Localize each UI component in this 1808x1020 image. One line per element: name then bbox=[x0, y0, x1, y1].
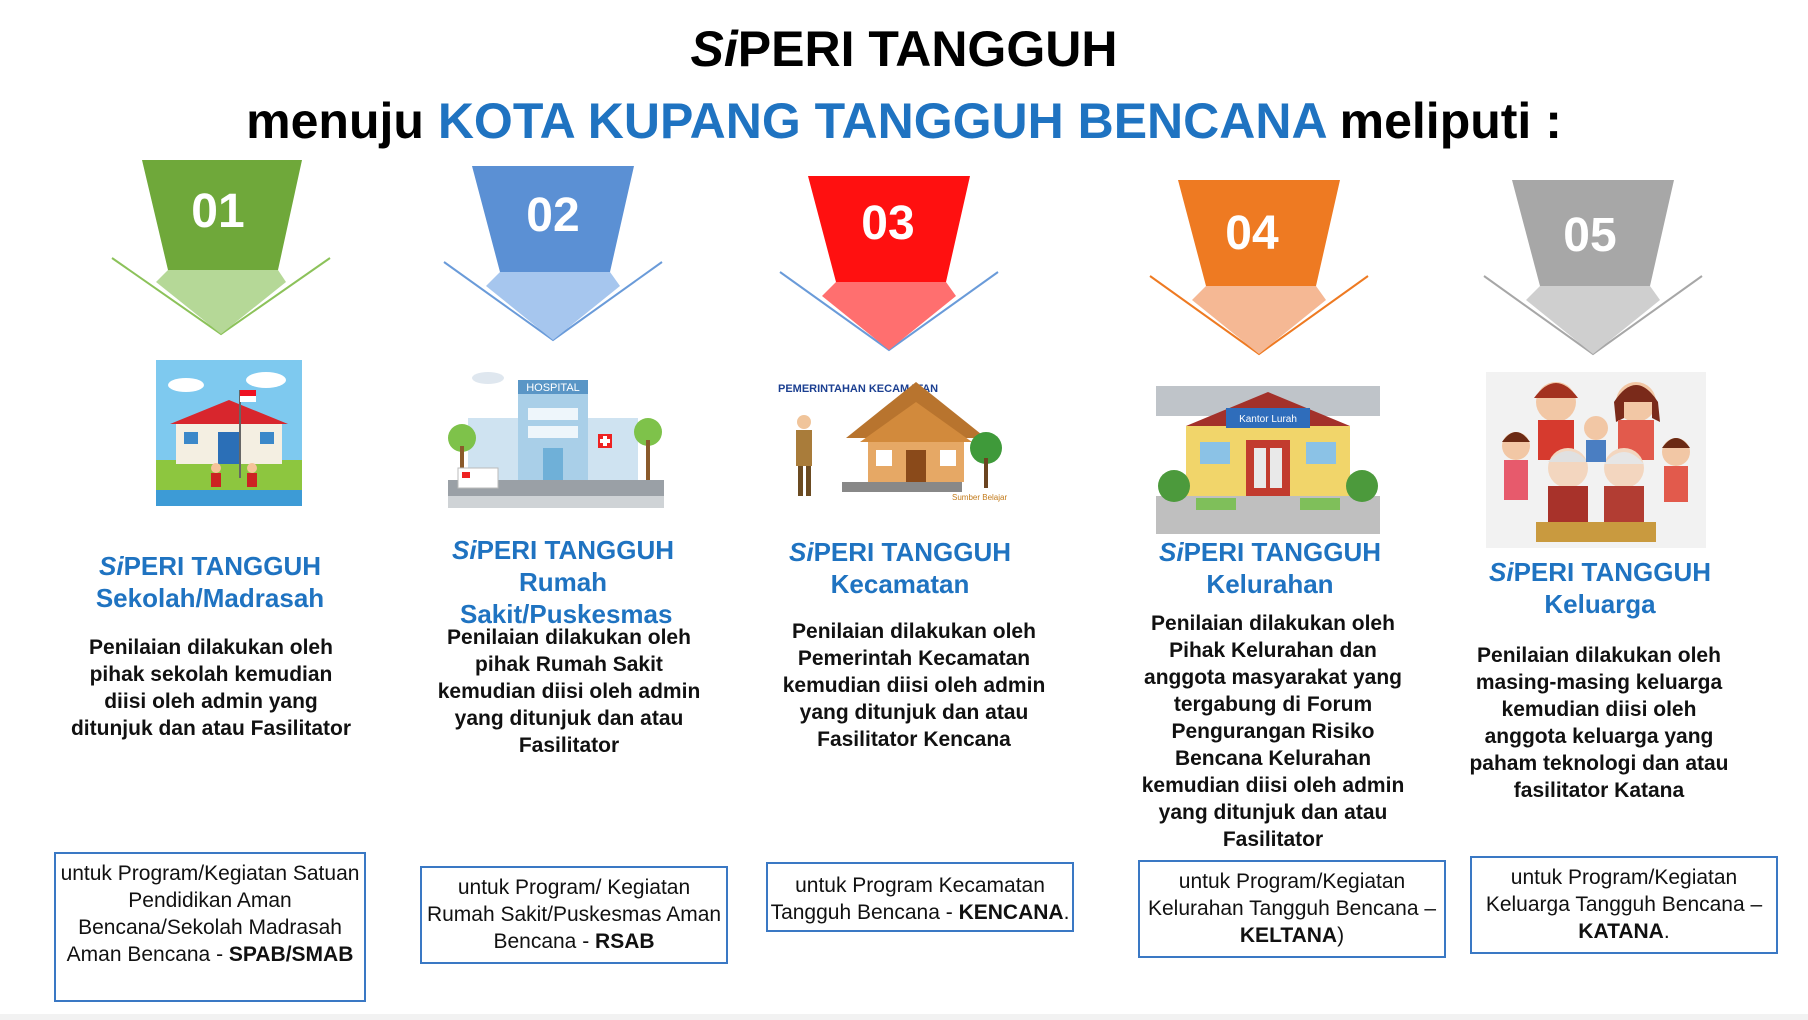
item-2-description: Penilaian dilakukan oleh pihak Rumah Sakit kemudian diisi oleh admin yang ditunjuk dan atau Fasilitator bbox=[437, 626, 701, 757]
item-1-heading-sub: Sekolah/Madrasah bbox=[95, 583, 325, 613]
item-4-program-box bbox=[1138, 860, 1446, 958]
page-title bbox=[0, 20, 1808, 78]
item-4-program-code: KELTANA bbox=[1239, 924, 1338, 947]
item-4-heading bbox=[1110, 536, 1430, 600]
item-1-heading-main: PERI TANGGUH bbox=[123, 551, 321, 581]
item-3-heading-prefix: Si bbox=[789, 537, 814, 567]
item-5-heading-main: PERI TANGGUH bbox=[1513, 557, 1711, 587]
village-office-sign: Kantor Lurah bbox=[1239, 414, 1297, 425]
subtitle-highlight: KOTA KUPANG TANGGUH BENCANA bbox=[437, 93, 1326, 149]
item-4-program-text: untuk Program/Kegiatan Kelurahan Tangguh Bencana – bbox=[1147, 870, 1437, 920]
item-5-heading-sub: Keluarga bbox=[1544, 589, 1656, 619]
item-2-program-text: untuk Program/ Kegiatan Rumah Sakit/Puskesmas Aman Bencana - bbox=[426, 876, 722, 953]
item-3-heading-sub: Kecamatan bbox=[830, 569, 970, 599]
item-5-description: Penilaian dilakukan oleh masing-masing keluarga kemudian diisi oleh anggota keluarga yang paham teknologi dan atau fasilitator Katana bbox=[1469, 644, 1729, 802]
item-5-number: 05 bbox=[1563, 209, 1617, 262]
item-3-description: Penilaian dilakukan oleh Pemerintah Kecamatan kemudian diisi oleh admin yang ditunjuk dan atau Fasilitator Kencana bbox=[782, 620, 1046, 751]
school-building-illustration bbox=[156, 360, 302, 506]
district-office-illustration bbox=[776, 378, 1012, 510]
item-2-heading-sub: Rumah Sakit/Puskesmas bbox=[460, 567, 673, 629]
item-4-description: Penilaian dilakukan oleh Pihak Kelurahan dan anggota masyarakat yang tergabung di Forum Pengurangan Risiko Bencana Kelurahan kemudian diisi oleh admin yang ditunjuk dan atau Fasilitator bbox=[1141, 612, 1405, 851]
item-3-program-code: KENCANA bbox=[958, 901, 1064, 924]
page-subtitle bbox=[0, 92, 1808, 150]
item-5-arrow-shape bbox=[1480, 178, 1706, 358]
hospital-illustration bbox=[448, 368, 664, 508]
item-1-program-text: untuk Program/Kegiatan Satuan Pendidikan Aman Bencana/Sekolah Madrasah Aman Bencana - bbox=[60, 862, 360, 966]
item-3-number: 03 bbox=[861, 197, 915, 250]
item-1-program-code: SPAB/SMAB bbox=[228, 943, 354, 966]
title-prefix: Si bbox=[690, 21, 738, 77]
item-5-program-code: KATANA bbox=[1578, 920, 1664, 943]
title-main: PERI TANGGUH bbox=[737, 21, 1118, 77]
item-4-heading-sub: Kelurahan bbox=[1206, 569, 1334, 599]
item-1-description: Penilaian dilakukan oleh pihak sekolah kemudian diisi oleh admin yang ditunjuk dan atau Fasilitator bbox=[70, 636, 352, 740]
item-5-program-text: untuk Program/Kegiatan Keluarga Tangguh Bencana – bbox=[1485, 866, 1763, 916]
subtitle-post: meliputi : bbox=[1325, 93, 1562, 149]
item-5-heading bbox=[1440, 556, 1760, 620]
item-3-program-text: untuk Program Kecamatan Tangguh Bencana - bbox=[770, 874, 1045, 924]
item-2-number: 02 bbox=[526, 189, 580, 242]
item-3-program-box bbox=[766, 862, 1074, 932]
item-2-heading-main: PERI TANGGUH bbox=[476, 535, 674, 565]
hospital-sign: HOSPITAL bbox=[526, 382, 580, 394]
item-3-heading bbox=[740, 536, 1060, 600]
family-illustration bbox=[1486, 372, 1706, 548]
item-5-heading-prefix: Si bbox=[1489, 557, 1514, 587]
item-4-heading-main: PERI TANGGUH bbox=[1183, 537, 1381, 567]
item-1-heading bbox=[60, 550, 360, 614]
district-office-caption: Sumber Belajar bbox=[952, 493, 1008, 502]
village-office-illustration bbox=[1156, 386, 1380, 534]
item-1-program-box bbox=[54, 852, 366, 1002]
item-2-program-code: RSAB bbox=[595, 930, 655, 953]
item-3-heading-main: PERI TANGGUH bbox=[813, 537, 1011, 567]
item-2-program-box bbox=[420, 866, 728, 964]
item-4-program-tail: ) bbox=[1337, 924, 1345, 947]
district-office-sign: PEMERINTAHAN KECAMATAN bbox=[778, 383, 939, 395]
item-5-program-box bbox=[1470, 856, 1778, 954]
item-1-number: 01 bbox=[191, 185, 245, 238]
item-5-program-tail: . bbox=[1663, 920, 1670, 943]
item-4-arrow-shape bbox=[1146, 178, 1372, 358]
item-3-program-tail: . bbox=[1063, 901, 1070, 924]
bottom-divider bbox=[0, 1014, 1808, 1020]
item-4-number: 04 bbox=[1225, 207, 1279, 260]
item-1-heading-prefix: Si bbox=[99, 551, 124, 581]
item-4-heading-prefix: Si bbox=[1159, 537, 1184, 567]
subtitle-pre: menuju bbox=[246, 93, 438, 149]
item-2-heading-prefix: Si bbox=[452, 535, 477, 565]
item-2-heading bbox=[400, 534, 726, 630]
